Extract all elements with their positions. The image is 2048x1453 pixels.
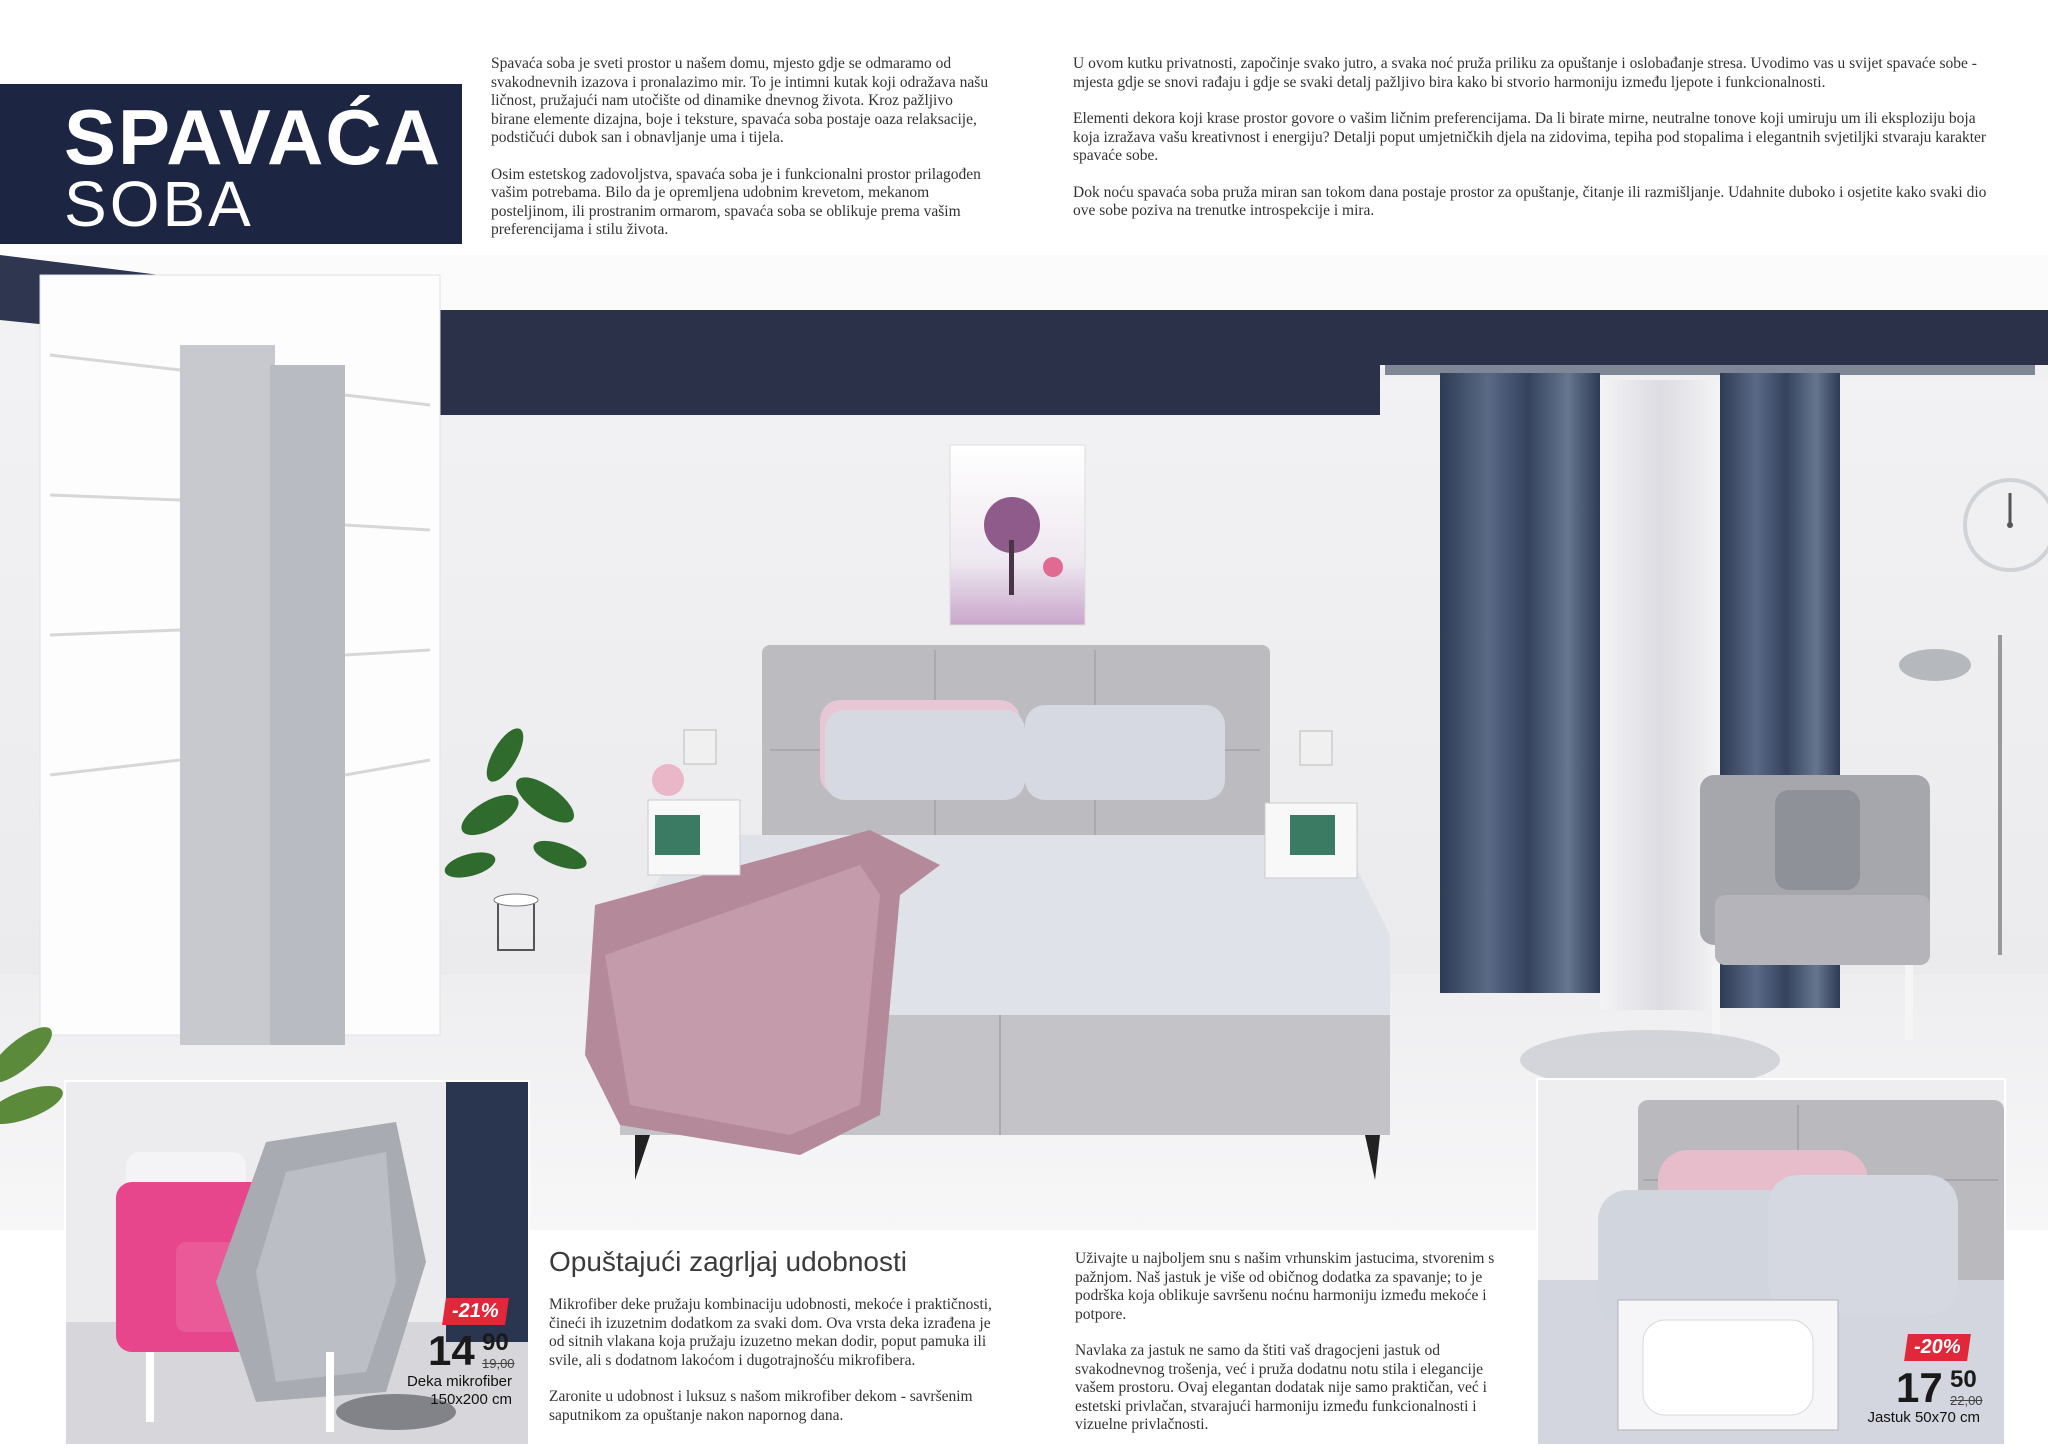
- intro-left-paragraph: Spavaća soba je sveti prostor u našem domu, mjesto gdje se odmaramo od svakodnevnih izazova i pronalazimo mir. To je intimni kutak koji odražava našu ličnost, pružajući nam utočište od dinamike dnevnog života. Kroz pažljivo birane elemente dizajna, boje i teksture, spavaća soba postaje oaza relaksacije, podstičući dubok san i obnavljanje uma i tijela.: [491, 55, 989, 146]
- product-name-line: Deka mikrofiber: [406, 1373, 512, 1390]
- price-cents: 50: [1950, 1366, 1977, 1393]
- section-heading: Opuštajući zagrljaj udobnosti: [549, 1246, 907, 1277]
- pillow-paragraph: Navlaka za jastuk ne samo da štiti vaš dragocjeni jastuk od svakodnevnog trošenja, već i pruža dodatnu notu stila i elegancije vašem prostoru. Ovaj elegantan dodatak nije samo praktičan, već i estetski privlačan, stvarajući harmoniju između funkcionalnosti i vizuelne privlačnosti.: [1075, 1342, 1487, 1433]
- discount-badge: -21%: [442, 1298, 508, 1325]
- price-old: 19,00: [482, 1356, 515, 1371]
- price-cents: 90: [482, 1329, 509, 1356]
- intro-right-paragraph: Dok noću spavaća soba pruža miran san tokom dana postaje prostor za opuštanje, čitanje ili razmišljanje. Udahnite duboko i osjetite kako svaki dio ove sobe poziva na trenutke introspekcije i mira.: [1073, 183, 1987, 219]
- pillow-description: [1075, 1250, 1505, 1453]
- intro-right-paragraph: Elementi dekora koji krase prostor govore o vašim ličnim preferencijama. Da li birate mirne, neutralne tonove koji umiruju um ili eksploziju boja koja izražava vašu kreativnost i energiju? Detalji poput umjetničkih djela na zidovima, tepiha pod stopalima i elegantnih svjetiljki stvaraju karakter spavaće sobe.: [1073, 110, 1987, 164]
- page-title: SPAVAĆA: [64, 93, 443, 181]
- pillow-paragraph: Uživajte u najboljem snu s našim vrhunskim jastucima, stvorenim s pažnjom. Naš jastuk je više od običnog dodatka za spavanje; to je podrška koja oblikuje savršenu noćnu harmoniju između mekoće i potpore.: [1075, 1250, 1495, 1323]
- product-name: Jastuk 50x70 cm: [1867, 1409, 1980, 1426]
- intro-right: [1073, 55, 1995, 239]
- discount-badge: -20%: [1904, 1334, 1970, 1361]
- price-old: 22,00: [1950, 1393, 1983, 1408]
- blanket-paragraph: Zaronite u udobnost i luksuz s našom mikrofiber dekom - savršenim saputnikom za opuštanje nakon napornog dana.: [549, 1388, 973, 1424]
- page-subtitle: SOBA: [64, 168, 254, 240]
- price-main: 17: [1896, 1364, 1943, 1411]
- intro-left-paragraph: Osim estetskog zadovoljstva, spavaća soba je i funkcionalni prostor prilagođen vašim potrebama. Bilo da je opremljena udobnim krevetom, mekanom posteljinom, ili prostranim ormarom, spavaća soba se oblikuje prema vašim preferencijama i stilu života.: [491, 165, 981, 238]
- intro-left: [491, 55, 991, 258]
- price-main: 14: [428, 1327, 475, 1374]
- blanket-paragraph: Mikrofiber deke pružaju kombinaciju udobnosti, mekoće i praktičnosti, čineći ih izuzetnim dodatkom za svaki dom. Ova vrsta deka izrađena je od sitnih vlakana koja pružaju izuzetno mekan dodir, poput pamuka ili svile, ali s dodatnom lakoćom i dugotrajnošću mikrofibera.: [549, 1296, 992, 1369]
- intro-right-paragraph: U ovom kutku privatnosti, započinje svako jutro, a svaka noć pruža priliku za opuštanje i oslobađanje stresa. Uvodimo vas u svijet spavaće sobe - mjesta gdje se snovi rađaju i gdje se svaki detalj pažljivo bira kako bi stvorio harmoniju između ljepote i funkcionalnosti.: [1073, 55, 1977, 91]
- product-name: [360, 1373, 512, 1409]
- blanket-description: [549, 1296, 1009, 1443]
- product-size-line: 150x200 cm: [430, 1391, 512, 1408]
